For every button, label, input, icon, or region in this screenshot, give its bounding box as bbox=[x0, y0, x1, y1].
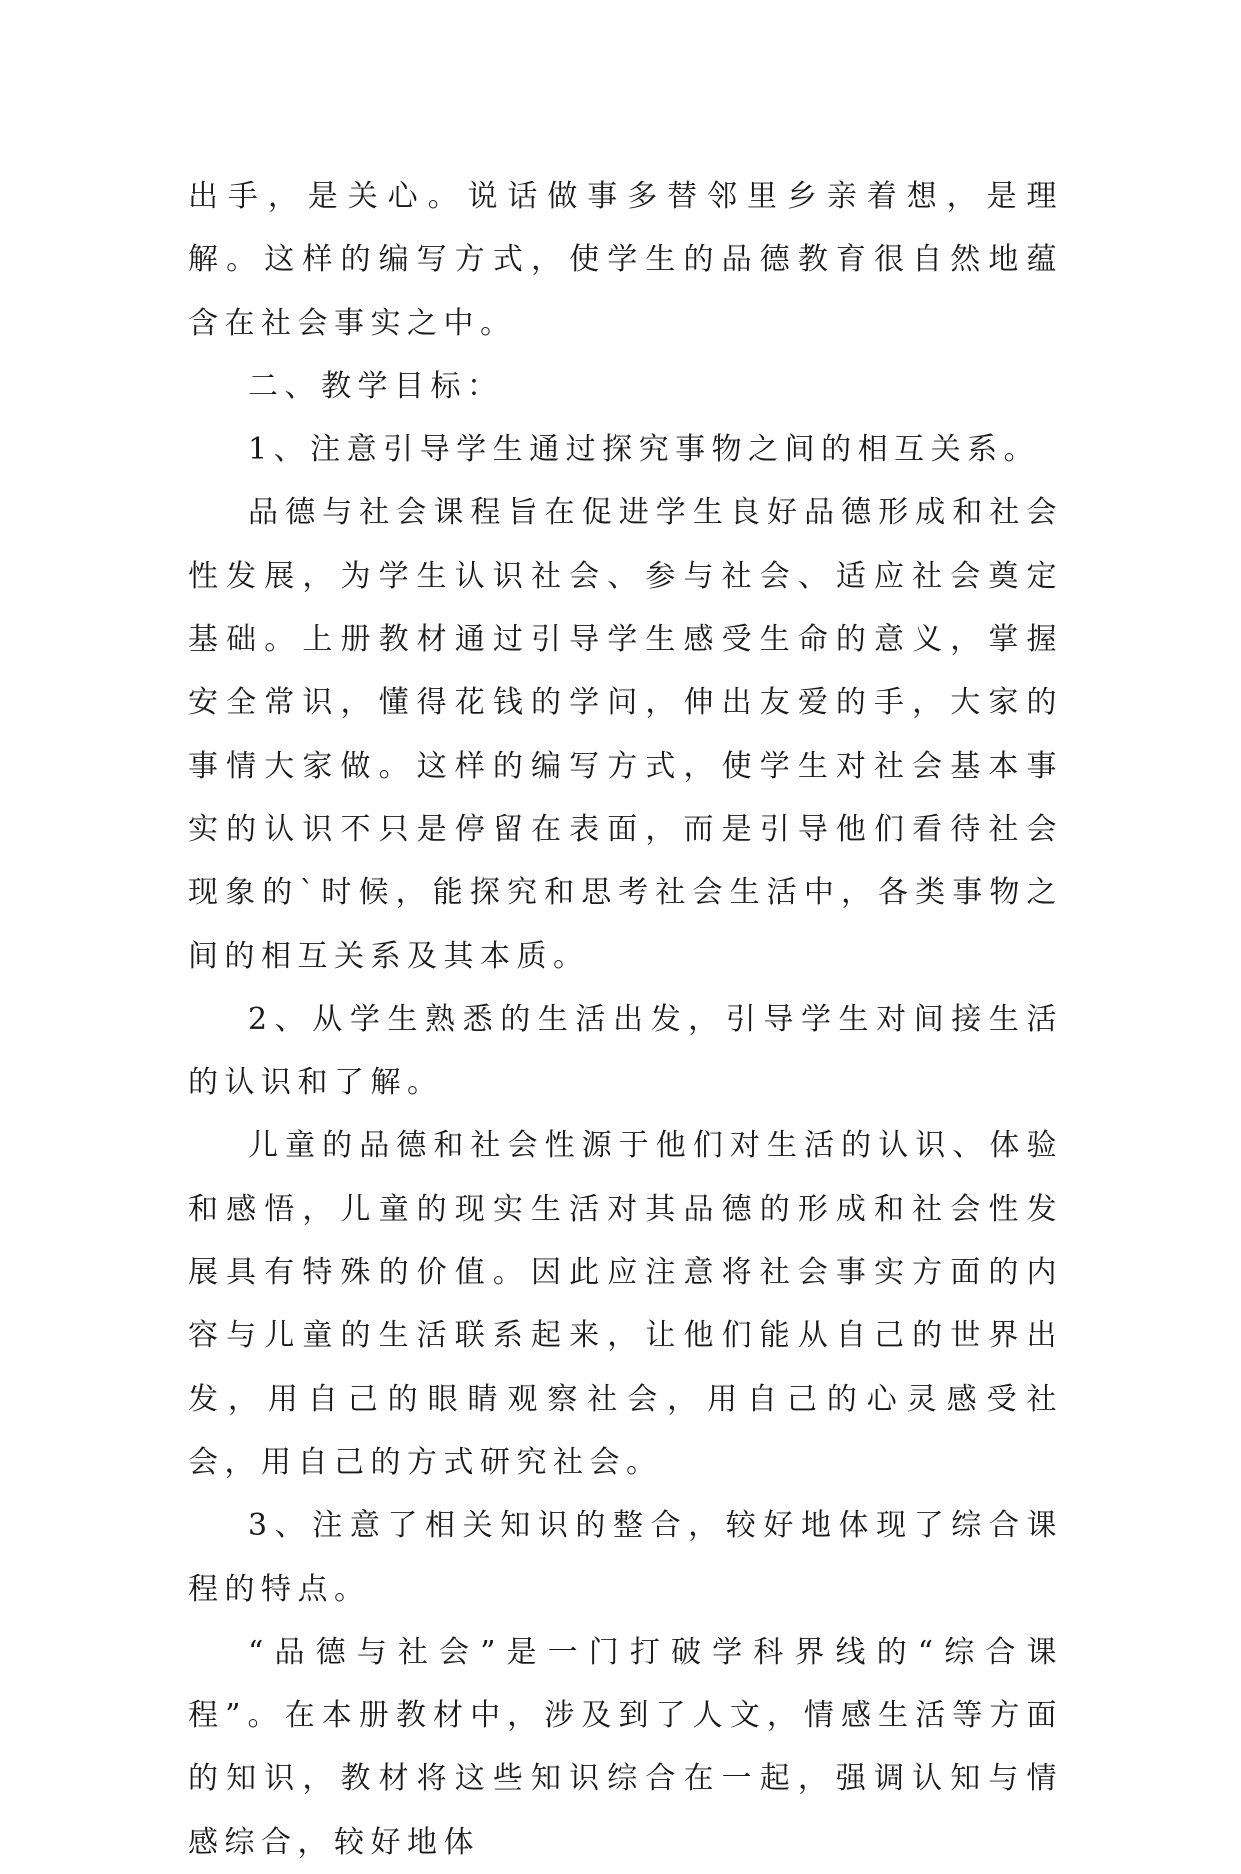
goal-2-body: 儿童的品德和社会性源于他们对生活的认识、体验和感悟，儿童的现实生活对其品德的形成和社会性发展具有特殊的价值。因此应注意将社会事实方面的内容与儿童的生活联系起来，让他们能从自己的世界出发，用自己的眼睛观察社会，用自己的心灵感受社会，用自己的方式研究社会。 bbox=[188, 1128, 1063, 1480]
section-heading-teaching-goals: 二、教学目标： bbox=[248, 368, 504, 404]
goal-1-heading: 1、注意引导学生通过探究事物之间的相互关系。 bbox=[248, 432, 1041, 468]
goal-3-heading: 3、注意了相关知识的整合，较好地体现了综合课程的特点。 bbox=[188, 1508, 1063, 1607]
document-page bbox=[188, 165, 1063, 1874]
paragraph-continuation: 出手，是关心。说话做事多替邻里乡亲着想，是理解。这样的编写方式，使学生的品德教育很自然地蕴含在社会事实之中。 bbox=[188, 179, 1063, 341]
goal-2-heading: 2、从学生熟悉的生活出发，引导学生对间接生活的认识和了解。 bbox=[188, 1001, 1063, 1101]
goal-1-body: 品德与社会课程旨在促进学生良好品德形成和社会性发展，为学生认识社会、参与社会、适应社会奠定基础。上册教材通过引导学生感受生命的意义，掌握安全常识，懂得花钱的学问，伸出友爱的手，大家的事情大家做。这样的编写方式，使学生对社会基本事实的认识不只是停留在表面，而是引导他们看待社会现象的`时候，能探究和思考社会生活中，各类事物之间的相互关系及其本质。 bbox=[188, 495, 1063, 974]
goal-3-body: “品德与社会”是一门打破学科界线的“综合课程”。在本册教材中，涉及到了人文，情感生活等方面的知识，教材将这些知识综合在一起，强调认知与情感综合，较好地体 bbox=[188, 1634, 1063, 1860]
